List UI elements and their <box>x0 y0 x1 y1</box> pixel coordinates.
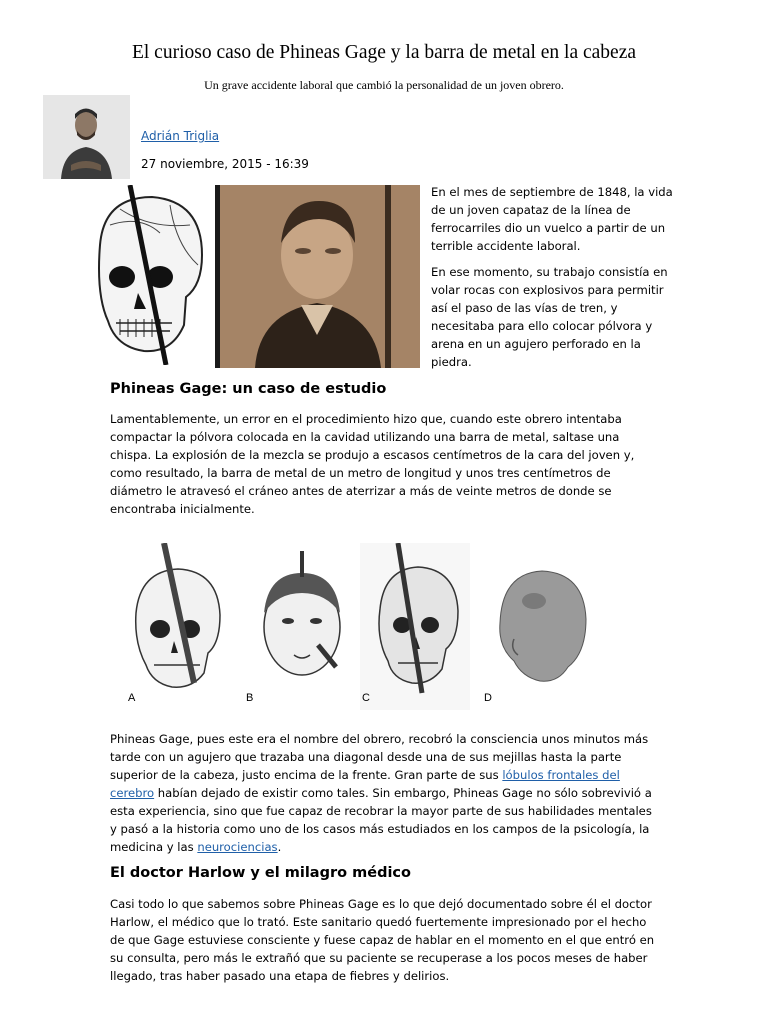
section-heading-case-study: Phineas Gage: un caso de estudio <box>110 381 387 397</box>
figure-label-d: D <box>484 692 492 704</box>
author-link[interactable]: Adrián Triglia <box>141 129 220 143</box>
section2-paragraph-1 <box>110 895 655 985</box>
section1-paragraph-1 <box>110 410 655 518</box>
panel-c-skull <box>360 543 470 710</box>
publish-date: 27 noviembre, 2015 - 16:39 <box>141 157 309 171</box>
gage-portrait-photo <box>215 185 420 368</box>
section1-paragraph-1-text: Lamentablemente, un error en el procedimiento hizo que, cuando este obrero intentaba compactar la pólvora colocada en la cavidad utilizando una barra de metal, saltase una chispa. La explosión de la mezcla se produjo a escasos centímetros de la cara del joven y, como resultado, la barra de metal de un metro de longitud y unos tres centímetros de diámetro le atravesó el cráneo antes de aterrizar a más de veinte metros de donde se encontraba inicialmente. <box>110 412 635 516</box>
author-avatar <box>43 95 130 179</box>
figure-label-b: B <box>246 692 254 704</box>
panel-d-head-cast <box>500 571 586 681</box>
panel-a-skull <box>136 543 220 687</box>
figure-label-c: C <box>362 692 370 704</box>
section1-paragraph-2 <box>110 730 655 856</box>
section-heading-harlow: El doctor Harlow y el milagro médico <box>110 865 411 881</box>
p2-text-before: Phineas Gage, pues este era el nombre del obrero, recobró la consciencia unos minutos más tarde con un agujero que trazaba una diagonal desde una de sus mejillas hasta la parte superior de la cabeza, justo encima de la frente. Gran parte de sus <box>110 732 649 782</box>
intro-text <box>431 183 683 371</box>
skull-illustration <box>80 185 212 365</box>
skull-reconstruction-figure <box>122 543 595 710</box>
section1-paragraph-2-text <box>110 730 655 856</box>
link-neurosciences[interactable]: neurociencias <box>197 840 278 854</box>
link-frontal-lobes[interactable]: lóbulos frontales del cerebro <box>110 768 620 800</box>
p2-text-end: . <box>277 840 282 854</box>
intro-paragraph-2: En ese momento, su trabajo consistía en volar rocas con explosivos para permitir así el paso de las vías de tren, y necesitaba para ello colocar pólvora y arena en un agujero perforado en la piedra. <box>431 265 668 369</box>
p2-text-middle: habían dejado de existir como tales. Sin embargo, Phineas Gage no sólo sobrevivió a esta experiencia, sino que fue capaz de recobrar la mayor parte de sus habilidades mentales y pasó a la historia como uno de los casos más estudiados en los campos de la psicología, la medicina y las <box>110 786 652 854</box>
panel-b-face <box>264 551 340 675</box>
figure-label-a: A <box>128 692 136 704</box>
article-title: El curioso caso de Phineas Gage y la barra de metal en la cabeza <box>131 42 637 63</box>
article-subtitle: Un grave accidente laboral que cambió la personalidad de un joven obrero. <box>204 78 564 92</box>
intro-paragraph-1: En el mes de septiembre de 1848, la vida de un joven capataz de la línea de ferrocarriles dio un vuelco a partir de un terrible accidente laboral. <box>431 185 673 253</box>
section2-paragraph-1-text: Casi todo lo que sabemos sobre Phineas Gage es lo que dejó documentado sobre él el doctor Harlow, el médico que lo trató. Este sanitario quedó fuertemente impresionado por el hecho de que Gage estuviese consciente y fuese capaz de hablar en el momento en el que entró en su consulta, pero más le extrañó que su paciente se recuperase a los pocos meses de haber llegado, tras haber pasado una etapa de fiebres y delirios. <box>110 897 655 983</box>
